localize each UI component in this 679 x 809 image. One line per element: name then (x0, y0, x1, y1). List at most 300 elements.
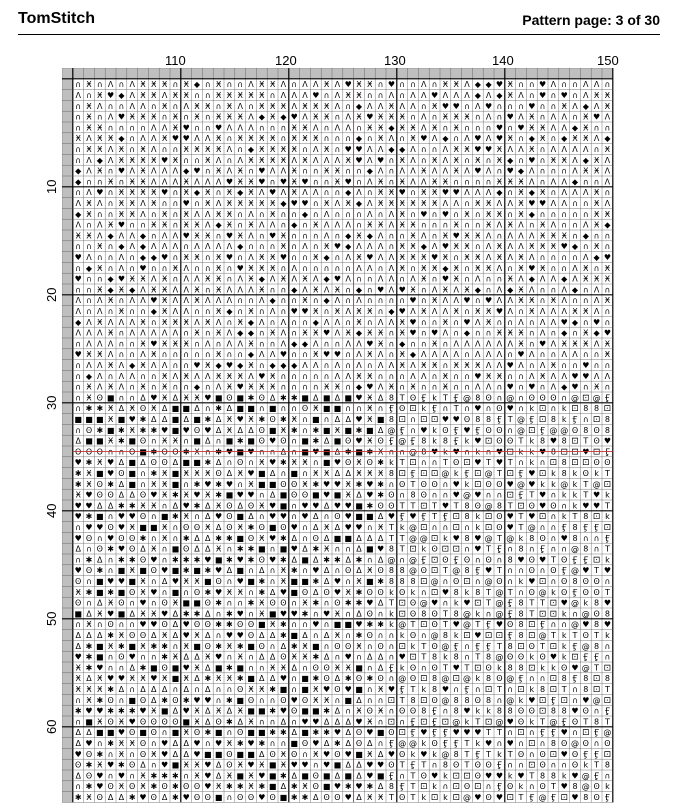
stitch-symbol: Ꙩ (150, 566, 157, 576)
stitch-symbol: Ӿ (302, 296, 308, 306)
stitch-symbol: Ӿ (431, 155, 438, 165)
stitch-symbol: Ӿ (237, 91, 243, 101)
stitch-symbol: k (507, 771, 513, 781)
stitch-symbol: ∩ (86, 220, 92, 230)
stitch-symbol: ✱ (344, 598, 352, 608)
stitch-symbol: ∩ (302, 350, 308, 360)
stitch-symbol: Ʌ (97, 307, 103, 317)
stitch-symbol: Ӿ (356, 317, 362, 327)
stitch-symbol: Ӻ (388, 436, 395, 446)
stitch-symbol: Ӿ (161, 674, 168, 684)
stitch-symbol: Ӻ (475, 749, 481, 759)
stitch-symbol: Ʌ (356, 339, 362, 349)
stitch-symbol: Ʌ (161, 91, 168, 101)
stitch-symbol: ♥ (139, 706, 147, 716)
stitch-symbol: Ʌ (269, 307, 276, 317)
stitch-symbol: Ʌ (583, 253, 589, 263)
stitch-symbol: ♥ (495, 80, 503, 90)
stitch-symbol: ✱ (269, 728, 276, 738)
stitch-symbol: k (443, 771, 448, 781)
stitch-symbol: ♥ (107, 533, 115, 543)
stitch-symbol: ∩ (420, 220, 427, 230)
stitch-symbol: Δ (194, 544, 200, 554)
stitch-symbol: Ʌ (550, 307, 557, 317)
stitch-symbol: ♥ (441, 209, 449, 219)
stitch-symbol: @ (581, 771, 590, 781)
stitch-symbol: ■ (236, 393, 244, 403)
stitch-symbol: ✱ (258, 782, 266, 792)
stitch-symbol: Ʌ (151, 123, 157, 133)
stitch-symbol: ♥ (215, 123, 223, 133)
stitch-symbol: Ӿ (399, 263, 405, 273)
stitch-symbol: ⚀ (452, 512, 460, 522)
stitch-symbol: ◆ (269, 296, 276, 306)
stitch-symbol: k (421, 739, 427, 749)
stitch-symbol: ∩ (183, 328, 190, 338)
stitch-symbol: ◆ (139, 253, 147, 263)
stitch-symbol: Ʌ (593, 307, 600, 317)
stitch-symbol: Ӿ (367, 80, 373, 90)
stitch-symbol: Ӿ (183, 253, 189, 263)
stitch-symbol: Ӿ (604, 274, 611, 284)
stitch-symbol: Δ (172, 749, 179, 759)
stitch-symbol: ∩ (550, 512, 557, 522)
stitch-symbol: k (518, 577, 524, 587)
stitch-symbol: Ӿ (593, 155, 600, 165)
stitch-symbol: ∩ (215, 188, 222, 198)
stitch-symbol: ∩ (291, 512, 298, 522)
stitch-symbol: 8 (486, 652, 492, 662)
stitch-symbol: T (604, 587, 610, 597)
stitch-symbol: Ӿ (377, 328, 384, 338)
stitch-symbol: 8 (518, 544, 524, 554)
stitch-symbol: ♥ (204, 695, 212, 705)
stitch-symbol: ✱ (118, 706, 125, 716)
stitch-symbol: ∩ (140, 371, 146, 381)
stitch-symbol: ■ (236, 566, 244, 576)
stitch-symbol: Ꙩ (517, 652, 525, 662)
stitch-symbol: ∩ (582, 199, 589, 209)
stitch-symbol: Ӿ (86, 112, 92, 122)
stitch-symbol: Ӿ (356, 91, 362, 101)
stitch-symbol: Ꙩ (237, 620, 244, 630)
stitch-symbol: ■ (333, 404, 342, 414)
stitch-symbol: Δ (356, 793, 362, 803)
stitch-symbol: Ʌ (442, 155, 449, 165)
stitch-symbol: Ꙩ (139, 404, 147, 414)
stitch-symbol: Ʌ (194, 134, 200, 144)
stitch-symbol: ◆ (107, 285, 114, 295)
stitch-symbol: 8 (388, 415, 394, 425)
stitch-symbol: ∩ (496, 382, 503, 392)
stitch-symbol: ♥ (366, 112, 374, 122)
stitch-symbol: ∩ (129, 253, 136, 263)
stitch-symbol: ✱ (215, 479, 222, 489)
stitch-symbol: Ʌ (118, 371, 125, 381)
stitch-symbol: Ꙩ (139, 555, 147, 565)
stitch-symbol: Ӿ (269, 80, 276, 90)
stitch-symbol: ∩ (410, 425, 416, 435)
stitch-symbol: Ʌ (431, 242, 438, 252)
stitch-symbol: ∩ (593, 533, 600, 543)
stitch-symbol: ⚀ (517, 685, 525, 695)
stitch-symbol: ♥ (215, 652, 223, 662)
stitch-symbol: ∩ (431, 80, 438, 90)
stitch-symbol: ∩ (237, 253, 244, 263)
stitch-symbol: Ӿ (129, 112, 135, 122)
stitch-symbol: Ӿ (399, 361, 405, 371)
stitch-symbol: ∩ (312, 371, 319, 381)
stitch-symbol: ✱ (355, 598, 363, 608)
stitch-symbol: Ӿ (367, 393, 373, 403)
stitch-symbol: @ (495, 652, 504, 662)
stitch-symbol: ∩ (464, 177, 470, 187)
stitch-symbol: 8 (388, 577, 394, 587)
stitch-symbol: ✱ (344, 447, 352, 457)
stitch-symbol: ■ (301, 706, 309, 716)
stitch-symbol: 8 (583, 404, 589, 414)
stitch-symbol: ♥ (431, 447, 439, 457)
stitch-symbol: Ӿ (367, 469, 373, 479)
stitch-symbol: ■ (312, 641, 320, 651)
stitch-symbol: Ʌ (539, 328, 546, 338)
stitch-symbol: ♥ (528, 199, 536, 209)
stitch-symbol: 8 (507, 706, 513, 716)
stitch-symbol: k (464, 436, 470, 446)
stitch-symbol: Ʌ (205, 296, 211, 306)
stitch-symbol: Ꙩ (291, 749, 298, 759)
stitch-symbol: ♥ (128, 652, 136, 662)
stitch-symbol: ∩ (474, 577, 481, 587)
stitch-symbol: ∩ (582, 296, 589, 306)
stitch-symbol: ∩ (248, 296, 254, 306)
stitch-symbol: Ʌ (410, 145, 416, 155)
stitch-symbol: ♥ (560, 782, 568, 792)
stitch-symbol: Ʌ (334, 80, 341, 90)
stitch-symbol: Ʌ (529, 166, 535, 176)
stitch-symbol: ∩ (528, 91, 535, 101)
stitch-symbol: Ʌ (561, 112, 567, 122)
stitch-symbol: Ꙩ (420, 479, 427, 489)
stitch-symbol: Ʌ (572, 155, 578, 165)
stitch-symbol: ♥ (74, 652, 82, 662)
stitch-symbol: Ӿ (129, 155, 135, 165)
stitch-symbol: ✱ (312, 598, 320, 608)
stitch-symbol: Ӿ (442, 382, 449, 392)
stitch-symbol: Ӿ (313, 404, 319, 414)
column-number: 140 (492, 53, 514, 68)
stitch-symbol: Ʌ (367, 177, 373, 187)
stitch-symbol: Ӿ (593, 274, 600, 284)
stitch-symbol: ◆ (528, 209, 535, 219)
stitch-symbol: Ӿ (442, 285, 449, 295)
stitch-symbol: ∩ (118, 447, 125, 457)
stitch-symbol: Δ (345, 728, 351, 738)
stitch-symbol: Ӿ (302, 479, 308, 489)
stitch-symbol: Ӿ (496, 145, 503, 155)
stitch-symbol: Ʌ (129, 317, 135, 327)
stitch-symbol: Ꙩ (237, 793, 244, 803)
stitch-symbol: ∩ (237, 80, 244, 90)
stitch-symbol: ∩ (561, 80, 568, 90)
stitch-symbol: Ʌ (226, 166, 233, 176)
stitch-symbol: ♥ (409, 328, 417, 338)
stitch-symbol: ∩ (561, 253, 568, 263)
stitch-symbol: Ʌ (313, 361, 319, 371)
stitch-symbol: ∩ (183, 382, 190, 392)
stitch-symbol: Ʌ (205, 220, 211, 230)
stitch-symbol: Ʌ (561, 296, 567, 306)
stitch-symbol: Ʌ (604, 371, 611, 381)
stitch-symbol: Ӿ (280, 145, 287, 155)
stitch-symbol: Ꙩ (474, 760, 481, 770)
stitch-symbol: Ʌ (410, 91, 416, 101)
stitch-symbol: Δ (183, 685, 189, 695)
stitch-symbol: Ӿ (140, 274, 146, 284)
stitch-symbol: ■ (333, 436, 342, 446)
stitch-symbol: @ (495, 587, 504, 597)
stitch-symbol: Ʌ (248, 80, 254, 90)
stitch-symbol: Ʌ (507, 296, 513, 306)
stitch-symbol: Ӿ (302, 134, 308, 144)
stitch-symbol: ■ (96, 436, 104, 446)
stitch-symbol: Ӿ (485, 199, 492, 209)
stitch-symbol: ♥ (74, 501, 82, 511)
stitch-symbol: ∩ (453, 382, 460, 392)
stitch-symbol: ∩ (464, 307, 470, 317)
stitch-symbol: Ӿ (313, 749, 319, 759)
stitch-symbol: ∩ (226, 598, 233, 608)
stitch-symbol: Ӿ (161, 101, 168, 111)
stitch-symbol: Ꙩ (280, 652, 287, 662)
stitch-symbol: k (389, 458, 394, 468)
stitch-symbol: Ӿ (248, 415, 254, 425)
stitch-symbol: Ӿ (604, 91, 611, 101)
stitch-symbol: ♥ (474, 544, 482, 554)
stitch-symbol: Ʌ (334, 91, 341, 101)
stitch-symbol: Ӿ (140, 609, 146, 619)
stitch-symbol: ⚀ (474, 598, 482, 608)
stitch-symbol: 8 (464, 501, 470, 511)
stitch-symbol: ⚀ (420, 695, 428, 705)
stitch-symbol: Ꙩ (75, 577, 82, 587)
stitch-symbol: ⚀ (420, 501, 428, 511)
stitch-symbol: Ʌ (421, 91, 427, 101)
stitch-symbol: ∩ (399, 371, 406, 381)
stitch-symbol: Ӿ (194, 296, 200, 306)
stitch-symbol: Ӿ (151, 404, 157, 414)
stitch-symbol: ∩ (312, 382, 319, 392)
stitch-symbol: Ӿ (377, 685, 384, 695)
stitch-symbol: ♥ (366, 490, 374, 500)
stitch-symbol: Ӿ (475, 231, 481, 241)
stitch-symbol: ◆ (582, 155, 589, 165)
stitch-symbol: Ӿ (75, 587, 81, 597)
stitch-symbol: Ʌ (604, 112, 611, 122)
stitch-symbol: Ʌ (129, 371, 135, 381)
stitch-symbol: ∩ (366, 523, 373, 533)
stitch-symbol: Ꙩ (139, 717, 147, 727)
stitch-symbol: @ (398, 739, 407, 749)
stitch-symbol: ∩ (593, 263, 600, 273)
stitch-symbol: Ӿ (118, 145, 125, 155)
stitch-symbol: Δ (302, 544, 308, 554)
stitch-symbol: ✱ (215, 598, 222, 608)
stitch-symbol: Ꙩ (107, 620, 114, 630)
stitch-symbol: @ (571, 544, 579, 554)
stitch-symbol: Ꙩ (517, 749, 525, 759)
stitch-symbol: 8 (518, 609, 524, 619)
stitch-symbol: Ӿ (550, 242, 557, 252)
stitch-symbol: Ӿ (129, 274, 135, 284)
stitch-symbol: T (583, 436, 589, 446)
stitch-symbol: Ӻ (496, 415, 503, 425)
stitch-symbol: ♥ (463, 296, 471, 306)
stitch-symbol: ♥ (107, 760, 115, 770)
stitch-symbol: ⚀ (463, 631, 471, 641)
stitch-symbol: ⚀ (420, 717, 428, 727)
stitch-symbol: ◆ (323, 274, 330, 284)
stitch-symbol: Ꙩ (399, 706, 406, 716)
stitch-symbol: ■ (268, 771, 277, 781)
stitch-symbol: Ӿ (291, 458, 297, 468)
stitch-symbol: ∩ (269, 544, 276, 554)
stitch-symbol: @ (517, 425, 525, 435)
stitch-symbol: Δ (140, 544, 146, 554)
stitch-symbol: ∩ (334, 253, 341, 263)
stitch-symbol: Ꙩ (258, 425, 265, 435)
stitch-symbol: ⚀ (549, 685, 557, 695)
stitch-symbol: Ʌ (205, 339, 211, 349)
stitch-symbol: k (561, 771, 567, 781)
stitch-symbol: T (529, 598, 535, 608)
stitch-symbol: ∩ (593, 739, 600, 749)
stitch-symbol: Ӿ (205, 652, 211, 662)
stitch-symbol: Ʌ (302, 91, 308, 101)
stitch-symbol: T (529, 771, 535, 781)
stitch-symbol: ♥ (539, 80, 547, 90)
stitch-symbol: Δ (205, 685, 211, 695)
stitch-symbol: ∩ (518, 566, 524, 576)
stitch-symbol: ◆ (301, 209, 309, 219)
stitch-symbol: ∩ (453, 328, 460, 338)
stitch-symbol: T (496, 685, 502, 695)
stitch-symbol: ∩ (550, 544, 557, 554)
stitch-symbol: ♥ (549, 652, 557, 662)
stitch-symbol: Ӿ (604, 350, 611, 360)
stitch-symbol: ∩ (172, 209, 179, 219)
stitch-symbol: T (421, 652, 427, 662)
stitch-symbol: Ӻ (496, 760, 503, 770)
stitch-symbol: ♥ (506, 404, 514, 414)
stitch-symbol: Ӿ (183, 220, 189, 230)
stitch-symbol: ∩ (593, 231, 600, 241)
stitch-symbol: ∩ (161, 112, 168, 122)
stitch-symbol: Δ (323, 533, 330, 543)
stitch-symbol: Ӿ (194, 328, 200, 338)
stitch-symbol: Ꙩ (496, 436, 503, 446)
stitch-symbol: ♥ (150, 555, 158, 565)
stitch-symbol: Δ (205, 631, 211, 641)
stitch-symbol: k (529, 404, 535, 414)
stitch-symbol: ♥ (301, 512, 309, 522)
stitch-symbol: Ʌ (453, 285, 459, 295)
stitch-symbol: ♥ (495, 134, 503, 144)
stitch-symbol: ✱ (258, 415, 266, 425)
stitch-symbol: Δ (345, 739, 351, 749)
stitch-symbol: Ꙩ (593, 436, 600, 446)
stitch-symbol: ♥ (452, 533, 460, 543)
stitch-symbol: k (605, 490, 610, 500)
stitch-symbol: ∩ (96, 253, 103, 263)
stitch-symbol: Ʌ (453, 339, 459, 349)
stitch-symbol: Ʌ (518, 231, 524, 241)
stitch-symbol: Ʌ (485, 166, 492, 176)
stitch-symbol: Ʌ (550, 371, 557, 381)
stitch-symbol: ∩ (442, 490, 449, 500)
stitch-symbol: ∩ (86, 544, 92, 554)
stitch-symbol: @ (527, 523, 536, 533)
stitch-symbol: ♥ (452, 490, 460, 500)
stitch-symbol: ♥ (420, 749, 428, 759)
stitch-symbol: Ʌ (377, 231, 384, 241)
stitch-symbol: Δ (118, 490, 125, 500)
stitch-symbol: Ӿ (583, 123, 589, 133)
stitch-symbol: k (389, 620, 394, 630)
stitch-symbol: Ʌ (161, 177, 168, 187)
stitch-symbol: ■ (214, 749, 223, 759)
stitch-symbol: ∩ (518, 404, 524, 414)
stitch-symbol: Ӿ (259, 145, 265, 155)
stitch-symbol: Ʌ (442, 307, 449, 317)
stitch-symbol: Ӿ (118, 209, 125, 219)
stitch-symbol: ♥ (593, 317, 601, 327)
stitch-symbol: ◆ (474, 91, 481, 101)
stitch-symbol: Ӿ (86, 199, 92, 209)
stitch-symbol: ◆ (561, 274, 568, 284)
stitch-symbol: Ӿ (140, 188, 146, 198)
stitch-symbol: Ӿ (205, 188, 211, 198)
stitch-symbol: Ӿ (453, 145, 459, 155)
stitch-symbol: Ӿ (97, 717, 103, 727)
stitch-symbol: Ꙩ (247, 533, 255, 543)
stitch-symbol: 8 (486, 695, 492, 705)
stitch-symbol: ♥ (182, 631, 190, 641)
stitch-symbol: k (443, 652, 448, 662)
stitch-symbol: ♥ (517, 123, 525, 133)
stitch-symbol: Ӿ (367, 328, 373, 338)
stitch-symbol: ⚀ (420, 577, 428, 587)
stitch-symbol: Ʌ (356, 188, 362, 198)
stitch-symbol: Ӿ (259, 458, 265, 468)
stitch-symbol: Ӿ (151, 155, 157, 165)
stitch-symbol: ∩ (75, 339, 82, 349)
stitch-symbol: ∩ (204, 123, 211, 133)
stitch-symbol: Ꙩ (150, 728, 157, 738)
stitch-symbol: Ӿ (248, 339, 254, 349)
stitch-symbol: ∩ (75, 101, 82, 111)
stitch-symbol: Ꙩ (399, 404, 406, 414)
stitch-symbol: ∩ (518, 760, 524, 770)
stitch-symbol: Ӿ (161, 209, 168, 219)
stitch-symbol: Ꙩ (453, 458, 460, 468)
stitch-symbol: ⚀ (431, 533, 439, 543)
stitch-symbol: Ӿ (334, 663, 341, 673)
stitch-symbol: @ (441, 749, 450, 759)
stitch-symbol: Δ (377, 652, 384, 662)
stitch-symbol: ■ (355, 685, 363, 695)
stitch-symbol: k (443, 533, 448, 543)
